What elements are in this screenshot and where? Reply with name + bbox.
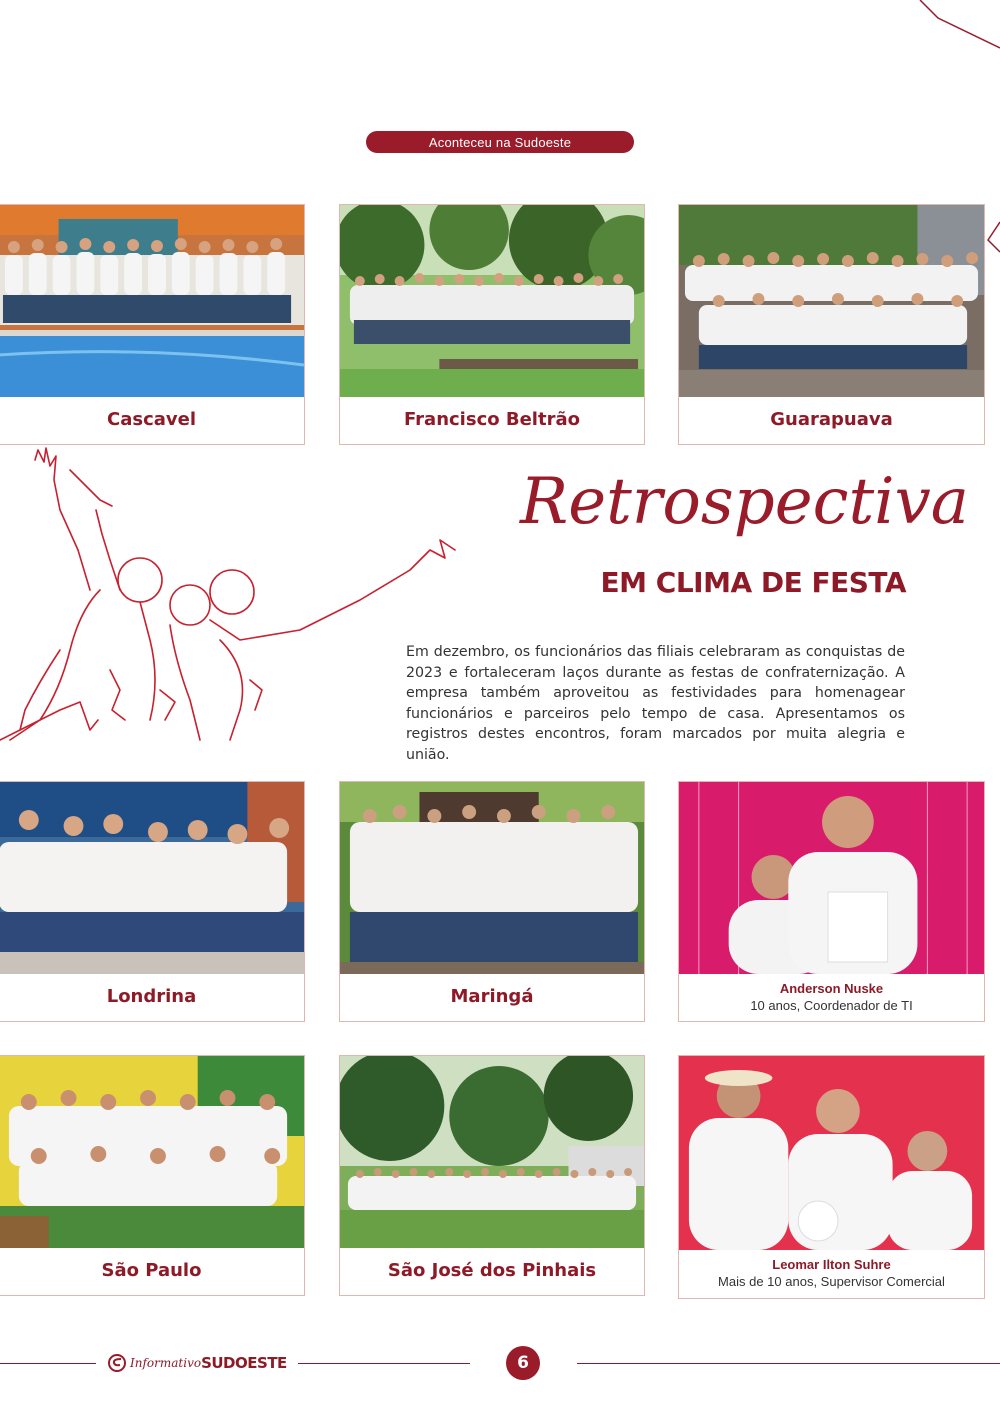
honoree-photo [679,782,984,974]
photo-card-guarapuava [678,204,985,445]
honoree-caption [679,972,984,1021]
card-caption: Londrina [106,986,197,1007]
photo-card-francisco-beltrao [339,204,645,445]
footer-logo-script: Informativo [130,1356,202,1370]
honoree-caption [679,1248,984,1298]
photo-card-cascavel [0,204,305,445]
honoree-role: Mais de 10 anos, Supervisor Comercial [718,1274,945,1289]
group-photo [679,205,984,397]
honoree-name: Anderson Nuske [779,980,884,996]
card-caption: Maringá [450,986,534,1007]
celebration-line-illustration [0,440,460,750]
section-label: Aconteceu na Sudoeste [366,131,634,153]
card-caption: Cascavel [107,409,196,430]
feature-title: Retrospectiva [520,465,969,539]
footer-rule-center-left [298,1363,470,1364]
group-photo [0,1056,304,1248]
photo-card-sao-jose-dos-pinhais [339,1055,645,1296]
group-photo [340,205,644,397]
honoree-name: Leomar Ilton Suhre [772,1257,891,1272]
honoree-photo [679,1056,984,1250]
photo-card-londrina [0,781,305,1022]
group-photo [0,205,304,397]
footer-rule-right [577,1363,1000,1364]
footer-rule-left [0,1363,96,1364]
photo-card-maringa [339,781,645,1022]
card-caption: Guarapuava [770,409,893,430]
feature-body-text: Em dezembro, os funcionários das filiais celebraram as conquistas de 2023 e fortaleceram laços durante as festas de confraternização. A empresa também aproveitou as festividades para homenagear funcionários e parceiros pelo tempo de casa. Apresentamos os registros destes encontros, foram marcados por muita alegria e união. [406,644,905,763]
card-caption: Francisco Beltrão [404,409,580,430]
honoree-role: 10 anos, Coordenador de TI [750,997,913,1013]
page-number: 6 [506,1346,540,1380]
footer-logo-brand: SUDOESTE [201,1354,287,1372]
feature-subtitle: EM CLIMA DE FESTA [600,566,906,599]
photo-card-sao-paulo [0,1055,305,1296]
group-photo [340,782,644,974]
card-caption: São Paulo [101,1260,202,1281]
footer-logo [108,1352,288,1374]
honoree-card-leomar-ilton-suhre [678,1055,985,1299]
group-photo [0,782,304,974]
card-caption: São José dos Pinhais [387,1260,597,1281]
honoree-card-anderson-nuske [678,781,985,1022]
group-photo [340,1056,644,1248]
sudoeste-logo-icon [108,1354,126,1372]
